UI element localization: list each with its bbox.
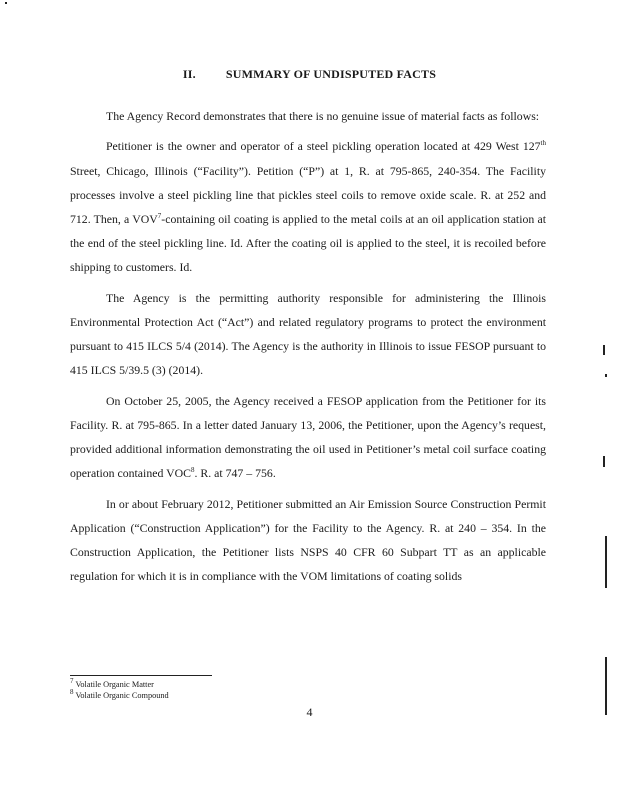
footnote-7	[70, 679, 169, 690]
paragraph-4-part-b: . R. at 747 – 756.	[194, 466, 276, 481]
scan-mark	[605, 657, 607, 715]
footnote-text: Volatile Organic Matter	[75, 680, 154, 689]
section-heading	[0, 67, 619, 82]
footnotes	[70, 679, 169, 701]
footnote-text: Volatile Organic Compound	[75, 691, 169, 700]
section-number: II.	[182, 67, 196, 81]
footnote-8	[70, 690, 169, 701]
scan-mark	[603, 456, 605, 467]
paragraph-1: The Agency Record demonstrates that there is no genuine issue of material facts as follows:	[106, 109, 540, 123]
footnote-number: 7	[70, 677, 74, 686]
scan-mark	[5, 2, 7, 4]
scan-mark	[605, 374, 607, 377]
scan-mark	[605, 536, 607, 588]
paragraph-2-part-b: Street, Chicago, Illinois (“Facility”). Petition (“P”) at 1, R. at 795-865, 240-354. The Facility processes involve a steel pickling line that pickles steel coils to remove oxide scale. R. at 252 and 712. Then, a VOV	[70, 163, 546, 226]
paragraph-5: In or about February 2012, Petitioner submitted an Air Emission Source Construction Permit Application (“Construction Application”) for the Facility to the Agency. R. at 240 – 354. In the Construction Application, the Petitioner lists NSPS 40 CFR 60 Subpart TT as an applicable regulation for which it is in compliance with the VOM limitations of coating solids	[70, 496, 546, 584]
footnote-ref-8[interactable]: 8	[191, 466, 195, 475]
paragraph-4	[70, 389, 546, 486]
body-text	[70, 104, 546, 589]
paragraph-3: The Agency is the permitting authority responsible for administering the Illinois Environmental Protection Act (“Act”) and related regulatory programs to protect the environment pursuant to 415 ILCS 5/4 (2014). The Agency is the authority in Illinois to issue FESOP pursuant to 415 ILCS 5/39.5 (3) (2014).	[70, 290, 546, 378]
footnote-ref-7[interactable]: 7	[157, 212, 162, 221]
footnote-number: 8	[70, 688, 74, 697]
ordinal-suffix: th	[540, 139, 546, 148]
paragraph-2-part-a: Petitioner is the owner and operator of a steel pickling operation located at 429 West 127	[106, 139, 541, 154]
scan-mark	[603, 345, 605, 355]
paragraph-4-part-a: On October 25, 2005, the Agency received a FESOP application from the Petitioner for its Facility. R. at 795-865. In a letter dated January 13, 2006, the Petitioner, upon the Agency’s request, provided additional information demonstrating the oil used in Petitioner’s metal coil surface coating operation contained VOC	[70, 393, 546, 481]
paragraph-2	[70, 134, 546, 279]
paragraph-2-part-c: -containing oil coating is applied to the metal coils at an oil application station at the end of the steel pickling line. Id. After the coating oil is applied to the steel, it is recoiled before shipping to customers. Id.	[70, 212, 546, 275]
section-title: SUMMARY OF UNDISPUTED FACTS	[225, 67, 437, 81]
page-number: 4	[306, 705, 313, 719]
footnote-divider	[70, 675, 212, 676]
